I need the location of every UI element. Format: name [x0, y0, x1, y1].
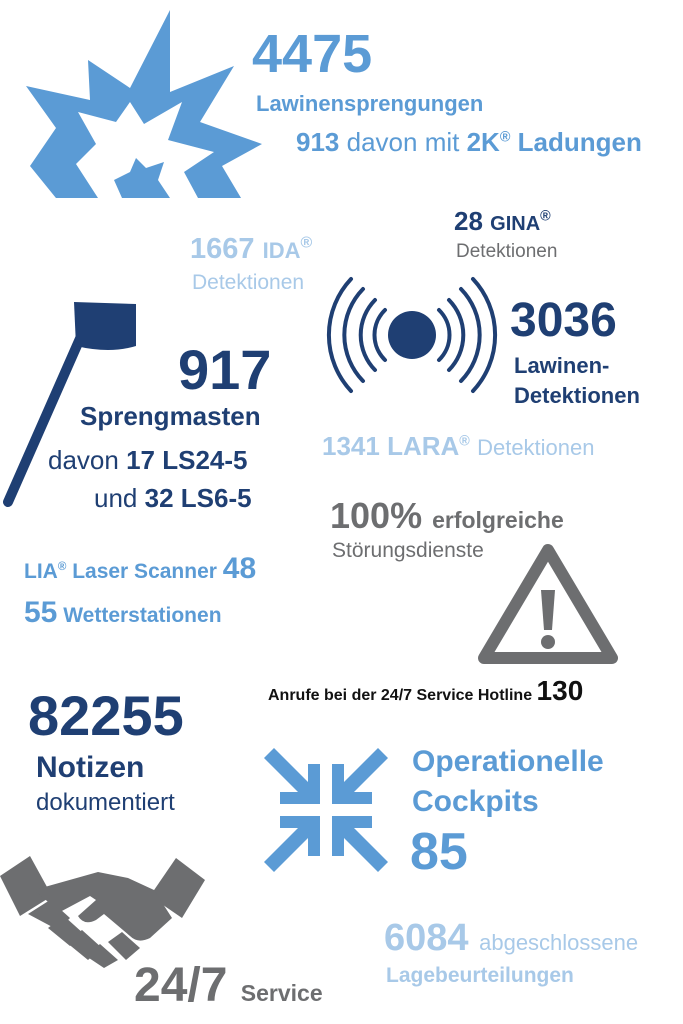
cockpits-number: 85: [410, 823, 468, 881]
detections-label-1: Lawinen-: [514, 353, 610, 378]
warning-icon: [478, 542, 618, 666]
arrows-inward-icon: [256, 740, 396, 880]
blasts-number: 4475: [252, 24, 373, 84]
detections-number: 3036: [510, 294, 617, 347]
masts-line2: und 32 LS6-5: [94, 483, 252, 513]
notes-number: 82255: [28, 684, 184, 747]
hotline-line: Anrufe bei der 24/7 Service Hotline 130: [268, 675, 584, 706]
blasts-label: Lawinensprengungen: [256, 91, 484, 116]
explosion-icon: [18, 8, 268, 198]
blasts-product: 2K® Ladungen: [466, 127, 642, 157]
masts-line1: davon 17 LS24-5: [48, 445, 248, 475]
blasts-sub-text: davon mit: [346, 127, 460, 157]
cockpits-line1: Operationelle: [412, 745, 604, 778]
lia-line: LIA® Laser Scanner 48: [24, 552, 257, 585]
service-ops-title: 100% erfolgreiche: [330, 495, 564, 536]
assessments-sub: Lagebeurteilungen: [386, 964, 574, 987]
service-ops-sub: Störungsdienste: [332, 539, 484, 562]
weather-line: 55 Wetterstationen: [24, 596, 222, 629]
radar-signal-icon: [325, 275, 500, 395]
blasts-sub-number: 913: [296, 127, 340, 157]
ida-title: 1667 IDA®: [190, 233, 313, 265]
cockpits-line2: Cockpits: [412, 785, 539, 818]
gina-title: 28 GINA®: [454, 206, 551, 236]
masts-number: 917: [178, 338, 272, 401]
notes-label: Notizen: [36, 751, 145, 784]
ida-label: Detektionen: [192, 271, 305, 294]
handshake-icon: [0, 856, 205, 968]
lara-line: 1341 LARA® Detektionen: [322, 431, 595, 461]
assessments-title: 6084 abgeschlossene: [384, 917, 639, 959]
gina-label: Detektionen: [456, 241, 558, 262]
detections-label-2: Detektionen: [514, 383, 640, 408]
masts-label: Sprengmasten: [80, 401, 261, 431]
notes-sub: dokumentiert: [36, 789, 175, 816]
service-line: 24/7 Service: [134, 959, 323, 1012]
blasts-sub: [296, 126, 642, 158]
